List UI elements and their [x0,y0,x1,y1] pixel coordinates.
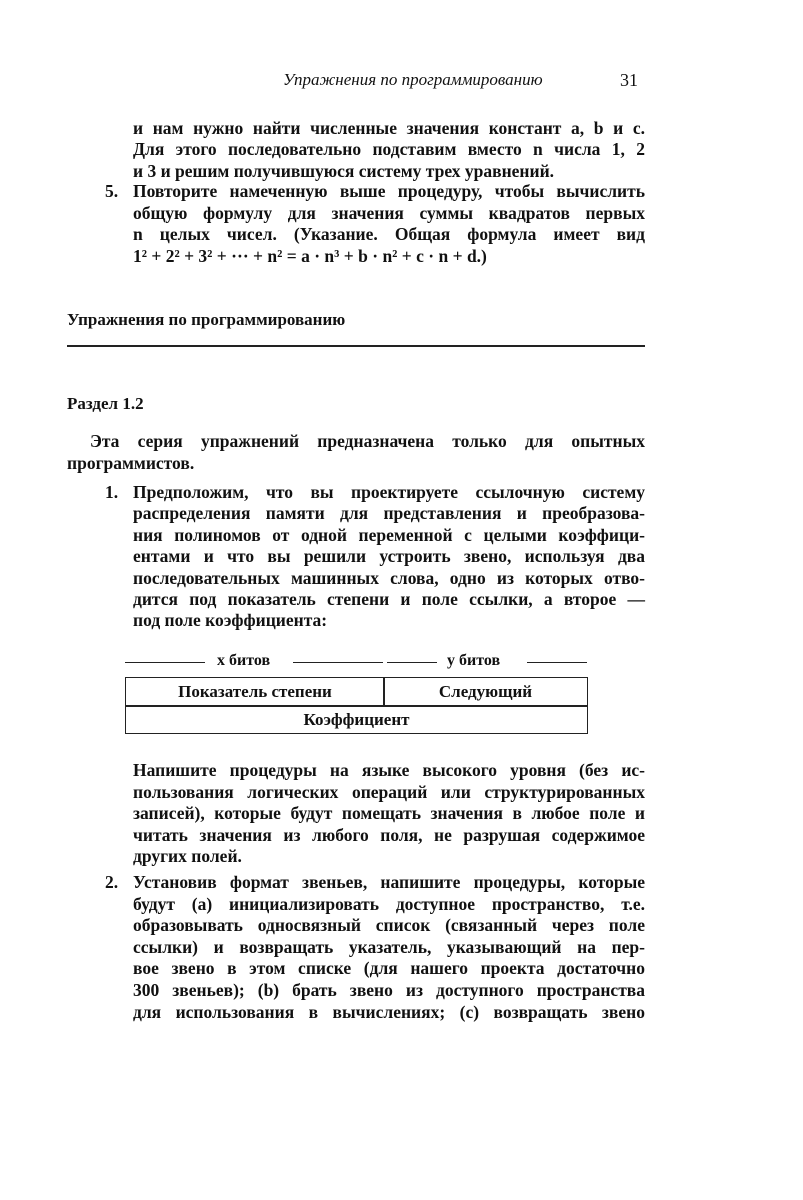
text-line: для использования в вычислениях; (c) возвращать звено [133,1001,645,1022]
text-line: записей), которые будут помещать значения в любое поле и [133,803,645,824]
next-field: Следующий [383,677,588,707]
subsection-title: Раздел 1.2 [67,394,144,413]
text-line: других полей. [133,846,242,867]
text-line: читать значения из любого поля, не разрушая содержимое [133,824,645,845]
text-line: вое звено в этом списке (для нашего проекта достаточно [133,958,645,979]
text-line: ентами и что вы решили устроить звено, используя два [133,546,645,567]
running-title: Упражнения по программированию [283,70,543,89]
text-line: последовательных машинных слова, одно из которых отво- [133,567,645,588]
item-number: 1. [105,482,119,502]
text-line: 300 звеньев); (b) брать звено из доступного пространства [133,980,645,1000]
text-line: и нам нужно найти численные значения констант a, b и c. [133,118,645,138]
text-line: и 3 и решим получившуюся систему трех уравнений. [133,160,555,181]
text-line: 1² + 2² + 3² + ··· + n² = a · n³ + b · n² + c · n + d.) [133,245,487,266]
text-line: Повторите намеченную выше процедуру, чтобы вычислить [133,181,645,201]
coefficient-field: Коэффициент [125,705,588,734]
arrow-right-icon [527,662,587,663]
arrow-left-icon [387,662,437,663]
text-line: дится под показатель степени и поле ссылки, а второе — [133,589,645,609]
x-bits-label: x битов [217,652,271,669]
exponent-field: Показатель степени [125,677,385,707]
text-line: образовывать односвязный список (связанный через поле [133,915,645,936]
text-line: будут (a) инициализировать доступное пространство, т.е. [133,893,645,914]
item-number: 5. [105,181,119,201]
item-number: 2. [105,872,119,892]
arrow-right-icon [293,662,383,663]
text-line: n целых чисел. (Указание. Общая формула имеет вид [133,224,645,244]
text-line: Установив формат звеньев, напишите процедуры, которые [133,872,645,892]
text-line: ссылки) и возвращать указатель, указывающий на пер- [133,936,645,957]
text-line: Эта серия упражнений предназначена только для опытных [90,431,645,451]
text-line: Для этого последовательно подставим вместо n числа 1, 2 [133,139,645,160]
text-line: общую формулу для значения суммы квадратов первых [133,202,645,223]
text-line: распределения памяти для представления и преобразова- [133,503,645,524]
text-line: ния полиномов от одной переменной с целыми коэффици- [133,524,645,545]
section-title: Упражнения по программированию [67,310,346,329]
arrow-left-icon [125,662,205,663]
text-line: программистов. [67,453,195,473]
text-line: Предположим, что вы проектируете ссылочную систему [133,482,645,502]
text-line: Напишите процедуры на языке высокого уровня (без ис- [133,760,645,780]
bit-width-labels [125,652,587,672]
section-rule [67,345,645,347]
y-bits-label: y битов [447,652,501,669]
text-line: пользования логических операций или структурированных [133,781,645,802]
page-number: 31 [620,70,638,90]
text-line: под поле коэффициента: [133,610,328,631]
